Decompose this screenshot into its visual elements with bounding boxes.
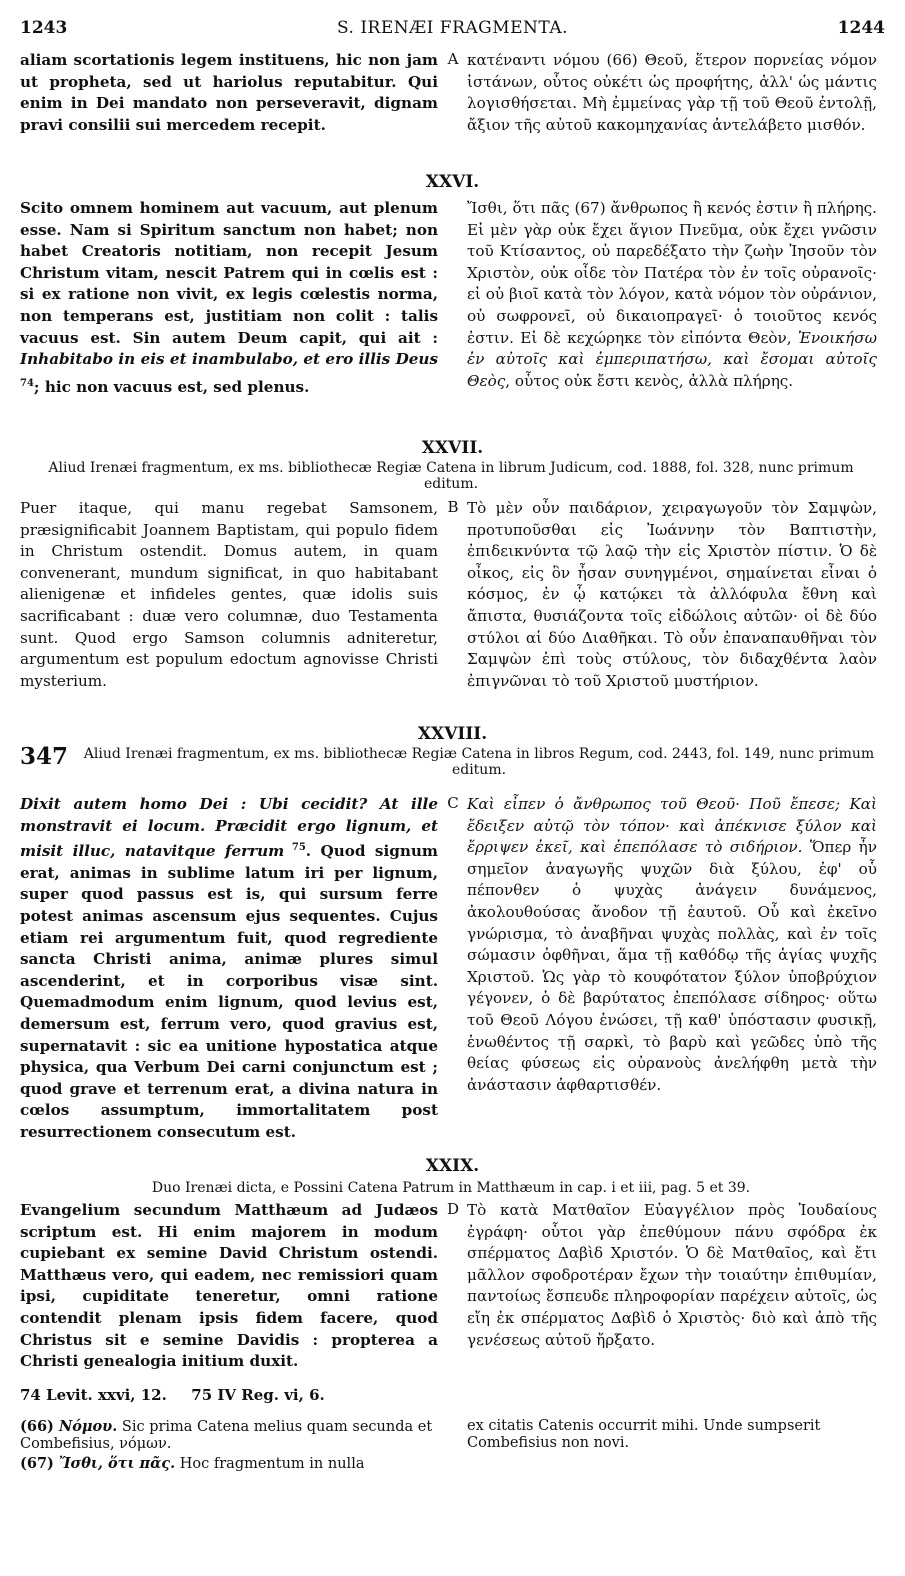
sec28-latin-quote: Dixit autem homo Dei : Ubi cecidit? At ille monstravit ei locum. Præcidit ergo lignum, et misit illuc, natavitque ferrum [20,795,438,861]
sec29-greek: Τὸ κατὰ Ματθαῖον Εὐαγγέλιον πρὸς Ἰουδαίους ἐγράφη· οὗτοι γὰρ ἐπεθύμουν πάνυ σφόδρα ἐκ σπέρματος Δαβὶδ Χριστόν. Ὁ δὲ Ματθαῖος, καὶ ἔτι μᾶλλον σφοδροτέραν ἔχων τὴν τοιαύτην ἐπιθυμίαν, παντοίως ἔσπευδε πληροφορίαν παρέχειν αὐτοῖς, ὡς εἴη ἐκ σπέρματος Δαβὶδ ὁ Χριστὸς· διὸ καὶ ἀπὸ τῆς γενέσεως αὐτοῦ ἤρξατο. [467,1201,877,1349]
sec25-marker: A [447,50,459,68]
page-number-right: 1244 [837,18,885,38]
sec29-heading: XXIX. [425,1156,480,1176]
scripture-notes [20,1386,438,1404]
sec27-heading: XXVII. [421,438,484,458]
sec27-marker: B [447,498,459,516]
sec26-latin-quote: Inhabitabo in eis et inambulabo, et ero illis Deus [20,350,438,369]
note-67-cont: ex citatis Catenis occurrit mihi. Unde sumpserit Combefisius non novi. [467,1418,821,1451]
sec28-greek-b: Ὅπερ ἦν σημεῖον ἀναγωγῆς ψυχῶν διὰ ξύλου, ἐφ' οὗ πέπονθεν ὁ ψυχὰς ἀνάγειν δυνάμενος, ἀκολουθούσας ἄνοδον τῇ ἑαυτοῦ. Οὗ καὶ ἐκεῖνο γνώρισμα, τὸ ἀναβῆναι ψυχὰς πολλὰς, καὶ ἐν τοῖς σώμασιν ὀφθῆναι, ἅμα τῇ καθόδῳ τῆς ἁγίας ψυχῆς Χριστοῦ. Ὡς γὰρ τὸ κουφότατον ξύλον ὑποβρύχιον γέγονεν, ὁ δὲ βαρύτατος ἐπεπόλασε σίδηρος· οὕτω τοῦ Θεοῦ Λόγου ἑνώσει, τῇ καθ' ὑπόστασιν φυσικῇ, ἑνωθέντος τῇ σαρκὶ, τὸ βαρὺ καὶ γεῶδες ὑπὸ τῆς θείας φύσεως εἰς οὐρανοὺς ἀνελήφθη μετὰ τὴν ἀνάστασιν ἀφθαρτισθέν. [467,838,878,1094]
sec28-latin [20,794,438,1144]
sec27-latin: Puer itaque, qui manu regebat Samsonem, præsignificabit Joannem Baptistam, qui populo fidem in Christum ostendit. Domus autem, in quam convenerant, mundum significat, in quo habitabant alienigenæ et infideles gentes, quæ idolis suis sacrificabant : duæ vero columnæ, duo Testamenta sunt. Quod ergo Samson columnis adniteretur, argumentum est populum edoctum agnovisse Christi mysterium. [20,499,438,690]
sec26-latin-b: ; hic non vacuus est, sed plenus. [33,377,310,396]
note-74: 74 Levit. xxvi, 12. [20,1386,167,1404]
sec29-intro: Duo Irenæi dicta, e Possini Catena Patrum in Matthæum in cap. i et iii, pag. 5 et 39. [151,1180,751,1196]
sec26-latin [20,198,438,398]
sec25-greek: κατέναντι νόμου (66) Θεοῦ, ἕτερον πορνείας νόμον ἱστάνων, οὗτος οὐκέτι ὡς προφήτης, ἀλλ' ὡς μάντις λογισθήσεται. Μὴ ἐμμείνας γὰρ τῇ τοῦ Θεοῦ ἐντολῇ, ἄξιον τῆς αὐτοῦ κακομηχανίας ἀντελάβετο μισθόν. [467,51,877,134]
sec27-greek: Τὸ μὲν οὖν παιδάριον, χειραγωγοῦν τὸν Σαμψὼν, προτυποῦσθαι εἰς Ἰωάννην τὸν Βαπτιστὴν, ἐπιδεικνύντα τῷ λαῷ τὴν εἰς Χριστὸν πίστιν. Ὁ δὲ οἶκος, εἰς ὃν ἦσαν συνηγμένοι, σημαίνεται εἶναι ὁ κόσμος, ἐν ᾧ κατῴκει τὰ ἀλλόφυλα ἔθνη καὶ ἄπιστα, θυσιάζοντα τοῖς εἰδώλοις αὐτῶν· οἱ δὲ δύο στύλοι αἱ δύο Διαθῆκαι. Τὸ οὖν ἐπαναπαυθῆναι τὸν Σαμψὼν ἐπὶ τοὺς στύλους, τὸν διδαχθέντα λαὸν ἐπιγνῶναι τὸ τοῦ Χριστοῦ μυστήριον. [467,499,877,690]
sec28-greek [467,794,877,1096]
sec26-heading: XXVI. [425,172,480,192]
sec28-greek-quote: Καὶ εἶπεν ὁ ἄνθρωπος τοῦ Θεοῦ· Ποῦ ἔπεσε; Καὶ ἔδειξεν αὐτῷ τὸν τόπον· καὶ ἀπέκνισε ξύλον καὶ ἔρριψεν ἐκεῖ, καὶ ἐπεπόλασε τὸ σιδήριον. [467,795,877,857]
note-67: (67) Ἴσθι, ὅτι πᾶς. Hoc fragmentum in nulla [20,1455,365,1472]
sec28-marker: C [447,794,459,812]
sec26-noteref: 74 [20,377,34,389]
sec28-intro-row [20,743,882,778]
note-67-text: Hoc fragmentum in nulla [175,1456,365,1472]
editorial-notes-left [20,1418,438,1475]
margin-number: 347 [20,743,69,770]
sec29-latin: Evangelium secundum Matthæum ad Judæos scriptum est. Hi enim majorem in modum cupiebant ex semine David Christum ostendi. Matthæus vero, qui eadem, nec remissiori quam ipsi, cupiditate teneretur, omni ratione contendit plenam ipsis fidem facere, quod Christus sit e semine Davidis : propterea a Christi genealogia initium duxit. [20,1201,438,1371]
sec26-greek [467,198,877,392]
page-number-left: 1243 [20,18,68,38]
sec29-marker: D [446,1200,460,1218]
sec28-noteref: 75 [284,842,306,854]
running-title: S. IRENÆI FRAGMENTA. [336,18,569,38]
sec25-latin: aliam scortationis legem instituens, hic non jam ut propheta, sed ut hariolus reputabitur. Qui enim in Dei mandato non perseveravit, dignam pravi consilii sui mercedem recepit. [20,51,438,134]
sec27-intro: Aliud Irenæi fragmentum, ex ms. bibliothecæ Regiæ Catena in librum Judicum, cod. 1888, fol. 328, nunc primum editum. [48,460,854,492]
sec28-latin-b: . Quod signum erat, animas in sublime latum iri per lignum, super quod passus est is, qui sursum ferre potest animas ascensum ejus sequentes. Cujus etiam rei argumentum fuit, quod regrediente sancta Christi anima, animæ plures simul ascenderint, et in corporibus visæ sint. Quemadmodum enim lignum, quod levius est, demersum est, ferrum vero, quod gravius est, supernatavit : sic ea unitione hypostatica atque physica, qua Verbum Dei carni conjunctum est ; quod grave et terrenum erat, a divina natura in cœlos assumptum, immortalitatem post resurrectionem consecutum est. [20,842,438,1141]
note-67-word: Ἴσθι, ὅτι πᾶς. [58,1455,176,1472]
editorial-notes-right [467,1418,877,1454]
note-66-text: Sic prima Catena melius quam secunda et Combefisius, νόμων. [20,1419,433,1452]
sec26-latin-a: Scito omnem hominem aut vacuum, aut plenum esse. Nam si Spiritum sanctum non habet; non habet Creatoris notitiam, non recepit Jesum Christum vitam, nescit Patrem qui in cœlis est : si ex ratione non vivit, ex legis cœlestis norma, non temperans est, justitiam non colit : talis vacuus est. Sin autem Deum capit, qui ait : [20,199,438,347]
note-66-word: Νόμου. [58,1418,118,1435]
sec28-intro: Aliud Irenæi fragmentum, ex ms. bibliothecæ Regiæ Catena in libros Regum, cod. 2443, fol. 149, nunc primum editum. [83,746,875,778]
note-75: 75 IV Reg. vi, 6. [191,1386,325,1404]
sec28-heading: XXVIII. [417,724,488,744]
sec26-greek-a: Ἴσθι, ὅτι πᾶς (67) ἄνθρωπος ἢ κενός ἐστιν ἢ πλήρης. Εἰ μὲν γὰρ οὐκ ἔχει ἅγιον Πνεῦμα, οὐκ ἔχει γνῶσιν τοῦ Κτίσαντος, οὐ παρεδέξατο τὴν ζωὴν Ἰησοῦν τὸν Χριστὸν, οὐκ οἶδε τὸν Πατέρα τὸν ἐν τοῖς οὐρανοῖς· εἰ οὐ βιοῖ κατὰ τὸν λόγον, κατὰ νόμον τὸν οὐράνιον, οὐ σωφρονεῖ, οὐ δικαιοπραγεῖ· ὁ τοιοῦτος κενός ἐστιν. Εἰ δὲ κεχώρηκε τὸν εἰπόντα Θεὸν, [467,199,877,347]
sec26-greek-quote: Ἐνοικήσω ἐν αὐτοῖς καὶ ἐμπεριπατήσω, καὶ ἔσομαι αὐτοῖς Θεὸς [467,328,877,390]
note-66: (66) Νόμου. Sic prima Catena melius quam secunda et Combefisius, νόμων. [20,1418,433,1452]
sec26-greek-b: , οὗτος οὐκ ἔστι κενὸς, ἀλλὰ πλήρης. [505,371,794,390]
running-header [20,18,885,44]
